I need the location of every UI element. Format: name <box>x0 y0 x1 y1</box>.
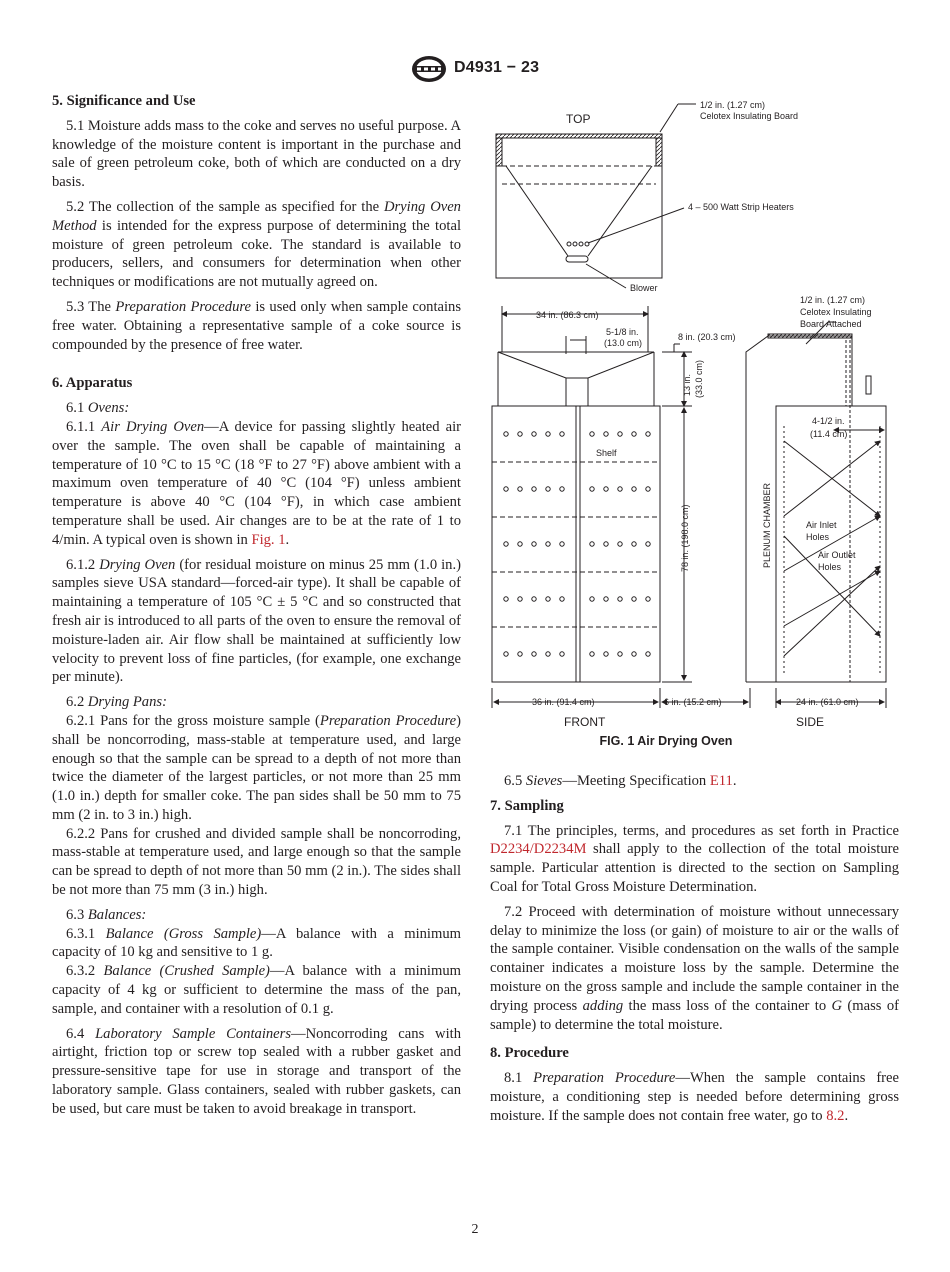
fig-1-link[interactable]: Fig. 1 <box>251 531 286 548</box>
paragraph-6-3-1: 6.3.1 Balance (Gross Sample)—A balance with a minimum capacity of 10 kg and sensitive to 1 g. <box>52 925 461 961</box>
svg-text:34 in. (86.3 cm): 34 in. (86.3 cm) <box>536 310 599 320</box>
paragraph-6-5: 6.5 Sieves—Meeting Specification E11. <box>504 773 737 789</box>
svg-text:Blower: Blower <box>630 283 658 293</box>
oven-diagram <box>488 96 900 736</box>
figure-caption: FIG. 1 Air Drying Oven <box>599 734 733 748</box>
paragraph-6-4: 6.4 Laboratory Sample Containers—Noncorroding cans with airtight, friction top or screw top sealed with a rubber gasket and pressure-sensitive tape for use in storage and transport of the laboratory sample. Glass containers, sealed with rubber gaskets, can be used, but care must be taken to avoid breakage in transport. <box>52 1025 462 1117</box>
svg-text:4 – 500 Watt Strip Heaters: 4 – 500 Watt Strip Heaters <box>688 202 794 212</box>
d2234-link[interactable]: D2234/D2234M <box>490 841 587 858</box>
svg-text:4-1/2 in.: 4-1/2 in. <box>812 416 845 426</box>
shelf-holes <box>504 432 650 656</box>
figure-1-air-drying-oven <box>488 96 900 756</box>
svg-text:TOP: TOP <box>566 112 591 126</box>
svg-text:(13.0 cm): (13.0 cm) <box>604 338 643 348</box>
top-view-labels <box>566 100 798 293</box>
paragraph-6-2: 6.2 Drying Pans: <box>66 694 167 711</box>
paragraph-8-1: 8.1 Preparation Procedure—When the sample contains free moisture, a conditioning step is needed before determining gross moisture. If the sample does not contain free water, go to 8.2. <box>490 1070 899 1124</box>
svg-text:Board Attached: Board Attached <box>800 319 862 329</box>
svg-text:PLENUM CHAMBER: PLENUM CHAMBER <box>762 482 772 568</box>
paragraph-6-2-2: 6.2.2 Pans for crushed and divided sample shall be noncorroding, mass-stable at temperature used, and large enough so that the sample can be spread to depth of not more than 50 mm (2 in.). The sides shall be not more than 75 mm (3 in.) high. <box>52 825 461 899</box>
svg-text:6 in. (15.2 cm): 6 in. (15.2 cm) <box>664 697 722 707</box>
paragraph-6-1-1: 6.1.1 Air Drying Oven—A device for passing slightly heated air over the sample. The oven shall be capable of maintaining a temperature of 10 °C to 15 °C (18 °F to 27 °F) above ambient with a maximum oven temperature of 40 °C (104 °F) unless ambient temperature is above 40 °C (104 °F), in which case ambient temperature shall be used. Air changes are to be at the rate of 1 to 4/min. A typical oven is shown in Fig. 1. <box>52 418 461 548</box>
svg-text:Shelf: Shelf <box>596 448 617 458</box>
section-8-2-link[interactable]: 8.2 <box>826 1107 845 1124</box>
svg-text:1/2 in. (1.27 cm): 1/2 in. (1.27 cm) <box>700 100 766 110</box>
svg-text:FRONT: FRONT <box>564 715 606 729</box>
svg-text:24 in. (61.0 cm): 24 in. (61.0 cm) <box>796 697 859 707</box>
e11-link[interactable]: E11 <box>709 773 733 789</box>
paragraph-5-2: 5.2 The collection of the sample as specified for the Drying Oven Method is intended for the express purpose of determining the total moisture of green petroleum coke. The standard is available to producers, sellers, and consumers for determination when other techniques or modifications are not mutually agreed on. <box>52 198 461 291</box>
svg-text:5-1/8 in.: 5-1/8 in. <box>606 327 639 337</box>
page-header <box>0 55 950 83</box>
svg-text:(33.0 cm): (33.0 cm) <box>694 359 704 398</box>
section-8-heading: 8. Procedure <box>490 1045 569 1062</box>
svg-text:Air Inlet: Air Inlet <box>806 520 837 530</box>
svg-text:78 in. (198.0 cm): 78 in. (198.0 cm) <box>680 504 690 572</box>
astm-logo-icon <box>409 55 449 83</box>
paragraph-6-3: 6.3 Balances: <box>66 906 147 923</box>
svg-text:(11.4 cm): (11.4 cm) <box>810 429 848 439</box>
section-7-heading: 7. Sampling <box>490 797 564 814</box>
paragraph-6-1-2: 6.1.2 Drying Oven (for residual moisture on minus 25 mm (1.0 in.) samples sieve USA standard—forced-air type). It shall be capable of maintaining a temperature of 105 °C ± 5 °C and so constructed that fresh air is introduced to all parts of the oven to ensure the removal of moisture-laden air. Air flow shall be maintained at sufficiently low velocity to prevent loss of fine particles, (for example, one exchange per minute). <box>52 556 461 686</box>
svg-text:8 in. (20.3 cm): 8 in. (20.3 cm) <box>678 332 736 342</box>
right-column <box>490 772 899 1132</box>
document-id: D4931 − 23 <box>454 59 540 76</box>
svg-text:13 in.: 13 in. <box>682 373 692 396</box>
paragraph-6-2-1: 6.2.1 Pans for the gross moisture sample (Preparation Procedure) shall be noncorroding, mass-stable at temperature used, and large enough so that the sample can be spread to a depth of not more than twice the diameter of the largest particles, or not more than 25 mm (1.0 in.) depth for smaller coke. The pan sides shall be 50 mm to 75 mm (2 in. to 3 in.) high. <box>52 712 461 823</box>
page-number: 2 <box>471 1222 479 1237</box>
svg-text:SIDE: SIDE <box>796 715 825 729</box>
svg-text:36 in. (91.4 cm): 36 in. (91.4 cm) <box>532 697 595 707</box>
svg-text:Air Outlet: Air Outlet <box>818 550 856 560</box>
svg-text:Celotex Insulating: Celotex Insulating <box>800 307 872 317</box>
paragraph-7-2: 7.2 Proceed with determination of moisture without unnecessary delay to minimize the loss (or gain) of moisture to air or the walls of the sample container. Visible condensation on the walls of the sample container indicates a moisture loss by the sample. Determine the moisture on the gross sample and include the sample container in the drying process adding the mass loss of the container to G (mass of sample) to determine the total moisture. <box>490 903 899 1033</box>
side-view-labels <box>762 295 872 729</box>
section-5-heading: 5. Significance and Use <box>52 93 196 109</box>
svg-text:Holes: Holes <box>806 532 830 542</box>
svg-text:Celotex Insulating Board: Celotex Insulating Board <box>700 111 799 121</box>
paragraph-5-3: 5.3 The Preparation Procedure is used only when sample contains free water. Obtaining a representative sample of a coke source is compounded by the presence of free water. <box>52 298 462 353</box>
paragraph-5-1: 5.1 Moisture adds mass to the coke and serves no useful purpose. A knowledge of the moisture content is important in the purchase and sale of green petroleum coke, both of which are conducted on a dry basis. <box>52 117 461 191</box>
paragraph-7-1: 7.1 The principles, terms, and procedures as set forth in Practice D2234/D2234M shall apply to the collection of the total moisture sample. Particular attention is directed to the section on Sampling Coal for Total Gross Moisture Determination. <box>490 822 899 895</box>
left-column <box>52 92 461 1125</box>
paragraph-6-1: 6.1 Ovens: <box>66 400 130 417</box>
section-6-heading: 6. Apparatus <box>52 375 133 392</box>
paragraph-6-3-2: 6.3.2 Balance (Crushed Sample)—A balance with a minimum capacity of 4 kg or sufficient to determine the mass of the pan, sample, and container with a resolution of 0.1 g. <box>52 963 461 1017</box>
front-view-labels <box>532 310 736 729</box>
svg-text:1/2 in. (1.27 cm): 1/2 in. (1.27 cm) <box>800 295 866 305</box>
svg-text:Holes: Holes <box>818 562 842 572</box>
